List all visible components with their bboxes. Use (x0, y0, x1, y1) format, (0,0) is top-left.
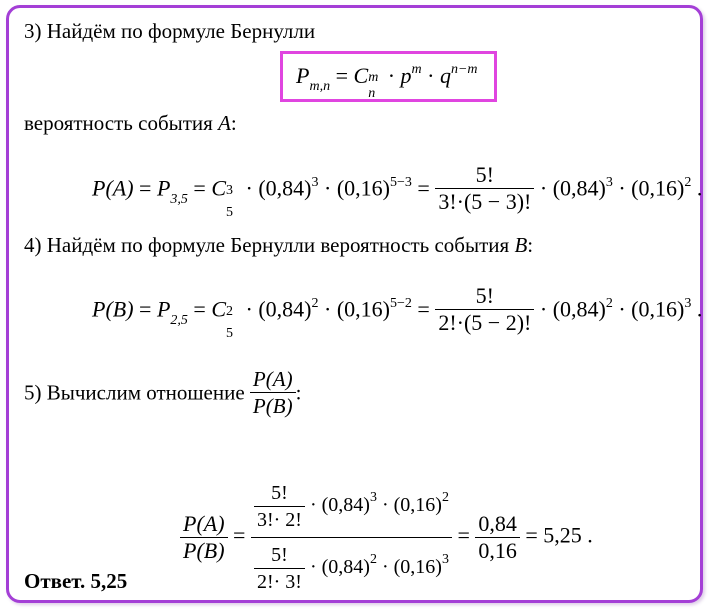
bernoulli-formula: $P_{m,n} = C$ m n · $p^m \cdot q^{n-m}$ (296, 62, 478, 101)
step5-heading: 5) Вычислим отношение $\frac{P(A)}{P(B)}$ : (24, 367, 302, 418)
ratio-top-factorial: $\frac{5!}{3!\cdot 2!}$ (254, 480, 305, 533)
equation-b-fraction: $\frac{5!}{2!\cdot(5 - 2)!}$ (435, 283, 534, 336)
ratio-equation: $\frac{P(A)}{P(B)}$ = $\frac{5!}{3!\cdot 2!}$ · $(0,84)^3 \cdot (0,16)^2$ $\frac{5!}{2!\cdot 3!}$ · $(0,84)^2 \cdot (0,16)^3$ = $\frac{0,84}{0,16}$ = 5,25 . (180, 480, 593, 595)
ratio-bottom-factorial: $\frac{5!}{2!\cdot 3!}$ (254, 542, 305, 595)
ratio-big-fraction: $\frac{5!}{3!\cdot 2!}$ · $(0,84)^3 \cdot (0,16)^2$ $\frac{5!}{2!\cdot 3!}$ · $(0,84)^2 \cdot (0,16)^3$ (251, 480, 452, 595)
step4-heading: 4) Найдём по формуле Бернулли вероятность события B: (24, 233, 534, 257)
ratio-simplified: $\frac{0,84}{0,16}$ (475, 511, 520, 564)
equation-a: $P(A) = P_{3,5} = C$ 3 5 · $(0,84)^3 \cdot (0,16)^{5-3}$ = $\frac{5!}{3!\cdot(5 - 3)!}$ · $(0,84)^3 \cdot (0,16)^2$ . (92, 162, 703, 220)
step3-heading: 3) Найдём по формуле Бернулли (24, 19, 316, 43)
step5-fraction: $\frac{P(A)}{P(B)}$ (250, 366, 296, 419)
equation-a-fraction: $\frac{5!}{3!\cdot(5 - 3)!}$ (435, 162, 534, 215)
equation-b: $P(B) = P_{2,5} = C$ 2 5 · $(0,84)^2 \cdot (0,16)^{5-2}$ = $\frac{5!}{2!\cdot(5 - 2)!}$ · $(0,84)^2 \cdot (0,16)^3$ . (92, 283, 703, 341)
answer: Ответ. 5,25 (24, 569, 128, 593)
step3-event-line: вероятность события A: (24, 111, 237, 135)
ratio-lhs: $\frac{P(A)}{P(B)}$ (180, 511, 228, 564)
